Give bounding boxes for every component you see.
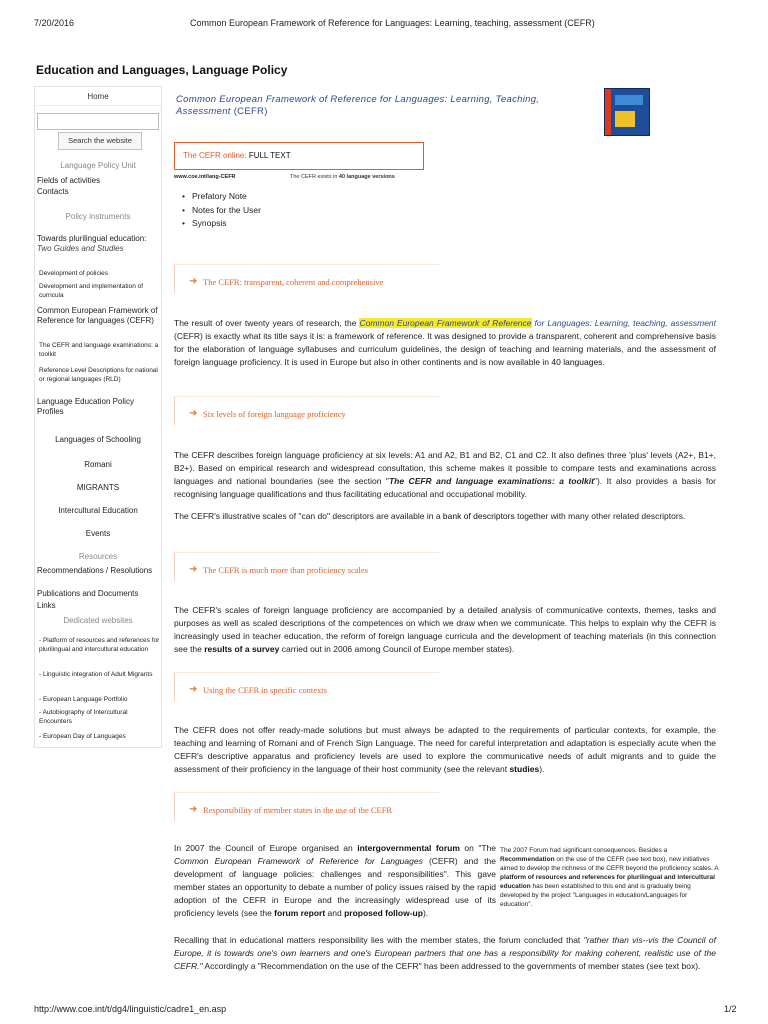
sidebar-link-publications[interactable]: Publications and Documents	[37, 589, 139, 598]
page-heading: Education and Languages, Language Policy	[36, 63, 288, 77]
section-heading-six-levels	[174, 396, 441, 425]
section-heading-text: The CEFR: transparent, coherent and comprehensive	[203, 277, 384, 287]
sidebar-link-schooling[interactable]: Languages of Schooling	[55, 435, 141, 444]
print-page-number: 1/2	[724, 1004, 737, 1014]
paragraph-descriptors	[174, 510, 716, 523]
section-policy-instruments: Policy instruments	[65, 212, 131, 221]
main-title-italic: Common European Framework of Reference for Languages: Learning, Teaching, Assessment	[176, 94, 540, 117]
paragraph-six-levels	[174, 449, 716, 501]
search-button[interactable]: Search the website	[58, 132, 142, 150]
textbox-text-a: The 2007 Forum had significant consequences. Besides a	[500, 847, 668, 854]
p3-text-b: together with many other related descriptors.	[514, 511, 686, 521]
section-heading-text: The CEFR is much more than proficiency scales	[203, 565, 368, 575]
sidebar-link-migrants[interactable]: MIGRANTS	[76, 483, 120, 492]
p6-text-b: on "The	[459, 843, 496, 853]
main-title-plain: (CEFR)	[230, 106, 268, 117]
arrow-icon: ➜	[189, 276, 198, 287]
plurilingual-italic: Two Guides and Studies	[37, 244, 124, 253]
p3-descriptors-link[interactable]: bank of descriptors	[442, 511, 515, 521]
bullet-notes-for-user[interactable]: • Notes for the User	[182, 204, 261, 218]
paragraph-forum	[174, 842, 496, 920]
textbox-text-d: has been established to this end and is gradually being developed by the project "Languages in education/Languages for education".	[500, 883, 691, 908]
p1-text-d: .	[602, 357, 605, 367]
p4-survey-link[interactable]: results of a survey	[204, 644, 280, 654]
p2-text-b: "). It also provides a basis for recognising language qualifications and thus facilitating educational and occupational mobility.	[174, 476, 716, 499]
sidebar-link-events[interactable]: Events	[85, 529, 111, 538]
p1-text-a: The result of over twenty years of research, the	[174, 318, 360, 328]
print-page-title: Common European Framework of Reference for Languages: Learning, teaching, assessment (CEFR)	[190, 18, 595, 28]
fulltext-link[interactable]: FULL TEXT	[248, 151, 291, 160]
sidebar-link-platform[interactable]: - Platform of resources and references for plurilingual and intercultural education	[39, 637, 160, 653]
sidebar-link-recommendations[interactable]: Recommendations / Resolutions	[37, 566, 153, 575]
textbox-platform-link[interactable]: platform of resources and references for plurilingual and intercultural education	[500, 874, 715, 890]
p4-text-b: carried out in 2006 among Council of Europe member states).	[279, 644, 515, 654]
forum-text-box	[500, 846, 720, 909]
sidebar-link-lep[interactable]: Language Education Policy Profiles	[37, 397, 134, 416]
main-title	[176, 94, 596, 118]
fulltext-line	[183, 151, 291, 160]
p2-text-a: The CEFR describes foreign language proficiency at six levels: A1 and A2, B1 and B2, C1 and C2. It also defines three 'plus' levels (A2+, B1+, B2+). Based on empirical research and widespread consultation, this scheme makes it possible to compare tests and examinations across languages and national boundaries (see the section "	[174, 450, 716, 486]
p2-toolkit-link[interactable]: The CEFR and language examinations: a toolkit	[388, 476, 594, 486]
sidebar-link-links[interactable]: Links	[37, 601, 56, 610]
versions-prefix: The CEFR exists in	[290, 174, 339, 180]
p1-italic: for Languages: Learning, teaching, assessment	[531, 318, 717, 328]
fulltext-box	[174, 142, 424, 170]
sidebar	[34, 86, 162, 748]
cefr-book-cover-image	[604, 88, 650, 136]
sidebar-link-migrants-integration[interactable]: - Linguistic integration of Adult Migrants	[39, 671, 153, 678]
section-heading-text: Using the CEFR in specific contexts	[203, 685, 327, 695]
p4-text-a: The CEFR's scales of foreign language proficiency are accompanied by a detailed analysis of communicative contexts, themes, tasks and purposes as well as scaled descriptions of the competences on which we draw when we communicate. This helps to explain why the CEFR is increasingly used in teacher education, the reform of foreign language curricula and the development of teaching materials (in this connection see the	[174, 605, 716, 654]
p6-followup-link[interactable]: proposed follow-up	[344, 908, 423, 918]
versions-link[interactable]: 40 language versions	[338, 174, 395, 180]
p6-text-d: and	[325, 908, 345, 918]
sidebar-home-link[interactable]: Home	[35, 89, 161, 106]
bullet-prefatory-note[interactable]: • Prefatory Note	[182, 190, 261, 204]
sidebar-link-contacts[interactable]: Contacts	[37, 187, 69, 196]
sidebar-link-plurilingual[interactable]	[37, 234, 159, 254]
p7-text-a: Recalling that in educational matters responsibility lies with the member states, the forum concluded that	[174, 935, 584, 945]
arrow-icon: ➜	[189, 804, 198, 815]
p5-text-a: The CEFR does not offer ready-made solutions but must always be adapted to the requirements of particular contexts, for example, the teaching and learning of Romani and of French Sign Language. The need for careful interpretation and adaptation is especially acute when the CEFR's descriptive apparatus and proficiency levels are used to explore the communicative needs of adult migrants and to guide the assessment of their proficiency in the language of their host community (see the relevant	[174, 725, 716, 774]
arrow-icon: ➜	[189, 408, 198, 419]
search-input[interactable]	[37, 113, 159, 130]
sidebar-link-rld[interactable]: Reference Level Descriptions for national or regional languages (RLD)	[39, 367, 158, 383]
section-dedicated-websites: Dedicated websites	[63, 616, 133, 625]
sidebar-link-policies[interactable]: Development of policies	[39, 270, 109, 277]
section-heading-responsibility	[174, 792, 441, 821]
paragraph-more-than-scales	[174, 604, 716, 656]
p5-studies-link[interactable]: studies	[509, 764, 540, 774]
sidebar-link-curricula[interactable]: Development and implementation of curricula	[39, 283, 144, 299]
sidebar-link-cefr[interactable]: Common European Framework of Reference for languages (CEFR)	[37, 306, 158, 325]
p1-highlight-link[interactable]: Common European Framework of Reference	[359, 318, 532, 328]
section-resources: Resources	[78, 552, 118, 561]
section-heading-text: Responsibility of member states in the use of the CEFR	[203, 805, 393, 815]
bullet-synopsis[interactable]: • Synopsis	[182, 217, 261, 231]
section-heading-more-than-scales	[174, 552, 441, 581]
section-heading-text: Six levels of foreign language proficiency	[203, 409, 346, 419]
p5-text-b: ).	[539, 764, 545, 774]
section-language-policy-unit: Language Policy Unit	[60, 161, 136, 170]
p6-text-e: ).	[422, 908, 429, 918]
print-date: 7/20/2016	[34, 18, 75, 28]
p6-forum-link[interactable]: intergovernmental forum	[357, 843, 460, 853]
p6-report-link[interactable]: forum report	[274, 908, 326, 918]
p1-languages-link[interactable]: 40 languages	[551, 357, 603, 367]
fulltext-label: The CEFR online:	[183, 151, 249, 160]
sidebar-link-portfolio[interactable]: - European Language Portfolio	[39, 696, 128, 703]
p7-italic-quote: "rather than vis--vis the Council of Europe, it is towards one's own learners and one's European partners that one has a responsibility for making coherent, realistic use of the CEFR."	[174, 935, 716, 971]
arrow-icon: ➜	[189, 564, 198, 575]
arrow-icon: ➜	[189, 684, 198, 695]
p7-text-b: Accordingly a "Recommendation on the use of the CEFR" has been addressed to the governments of member states (see text box).	[202, 961, 701, 971]
sidebar-link-fields[interactable]: Fields of activities	[37, 176, 101, 185]
paragraph-cefr-intro	[174, 317, 716, 369]
p6-text-a: In 2007 the Council of Europe organised an	[174, 843, 358, 853]
section-heading-transparent	[174, 264, 441, 293]
p3-text-a: The CEFR's illustrative scales of "can do" descriptors are available in a	[174, 511, 443, 521]
language-versions	[290, 174, 395, 180]
textbox-recommendation-link[interactable]: Recommendation	[500, 856, 555, 863]
paragraph-recalling	[174, 934, 716, 973]
paragraph-specific-contexts	[174, 724, 716, 776]
sidebar-link-toolkit-text[interactable]: The CEFR and language examinations: a toolkit	[39, 342, 159, 358]
sidebar-link-intercultural[interactable]: Intercultural Education	[58, 506, 138, 515]
plurilingual-prefix: Towards plurilingual education:	[37, 234, 147, 243]
p6-text-c: (CEFR) and the development of language policies: challenges and responsibilities". This gave member states an opportunity to debate a number of policy issues raised by the rapid adoption of the CEFR in Europe and the increasingly widespread use of its proficiency levels (see the	[174, 856, 496, 918]
cefr-site-link[interactable]: www.coe.int/lang-CEFR	[174, 174, 236, 180]
textbox-text-c: on the use of the CEFR (see text box), new initiatives aimed to develop the richness of the CEFR beyond the proficiency scales. A	[500, 856, 719, 872]
sidebar-link-day-of-languages[interactable]: - European Day of Languages	[39, 733, 126, 740]
intro-bullet-list	[182, 190, 261, 231]
section-heading-specific-contexts	[174, 672, 441, 701]
p6-italic: Common European Framework of Reference for Languages	[174, 856, 423, 866]
print-footer-url: http://www.coe.int/t/dg4/linguistic/cadre1_en.asp	[34, 1004, 227, 1014]
p1-text-c: (CEFR) is exactly what its title says it is: a framework of reference. It was designed to provide a transparent, coherent and comprehensive basis for the elaboration of language syllabuses and curriculum guidelines, the design of teaching and learning materials, and the assessment of foreign language proficiency. It is used in Europe but also in other continents and is now available in	[174, 331, 716, 367]
sidebar-link-autobiography[interactable]: - Autobiography of Intercultural Encounters	[39, 709, 128, 725]
sidebar-link-romani[interactable]: Romani	[84, 460, 112, 469]
